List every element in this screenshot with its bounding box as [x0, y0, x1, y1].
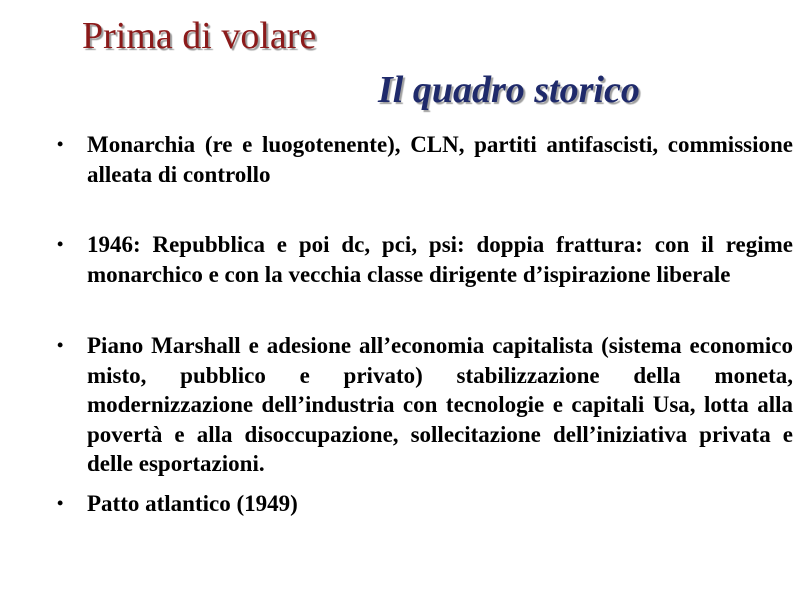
bullet-dot-icon: • — [57, 335, 64, 355]
bullet-text: Monarchia (re e luogotenente), CLN, partiti antifascisti, commissione alleata di controllo — [87, 132, 793, 187]
bullet-text: 1946: Repubblica e poi dc, pci, psi: doppia frattura: con il regime monarchico e con la vecchia classe dirigente d’ispirazione liberale — [87, 232, 793, 287]
slide-subtitle: Il quadro storico — [378, 69, 640, 111]
bullet-item — [57, 130, 793, 189]
bullet-text: Patto atlantico (1949) — [87, 490, 298, 516]
bullet-dot-icon: • — [57, 234, 64, 254]
bullet-item — [57, 489, 793, 519]
bullet-text: Piano Marshall e adesione all’economia capitalista (sistema economico misto, pubblico e privato) stabilizzazione della moneta, modernizzazione dell’industria con tecnologie e capitali Usa, lotta alla povertà e alla disoccupazione, sollecitazione dell’iniziativa privata e delle esportazioni. — [87, 333, 793, 476]
bullet-item — [57, 331, 793, 479]
bullet-list — [57, 130, 793, 518]
bullet-dot-icon: • — [57, 492, 64, 513]
bullet-dot-icon: • — [57, 134, 64, 154]
slide-title: Prima di volare — [82, 15, 317, 57]
bullet-item — [57, 230, 793, 289]
